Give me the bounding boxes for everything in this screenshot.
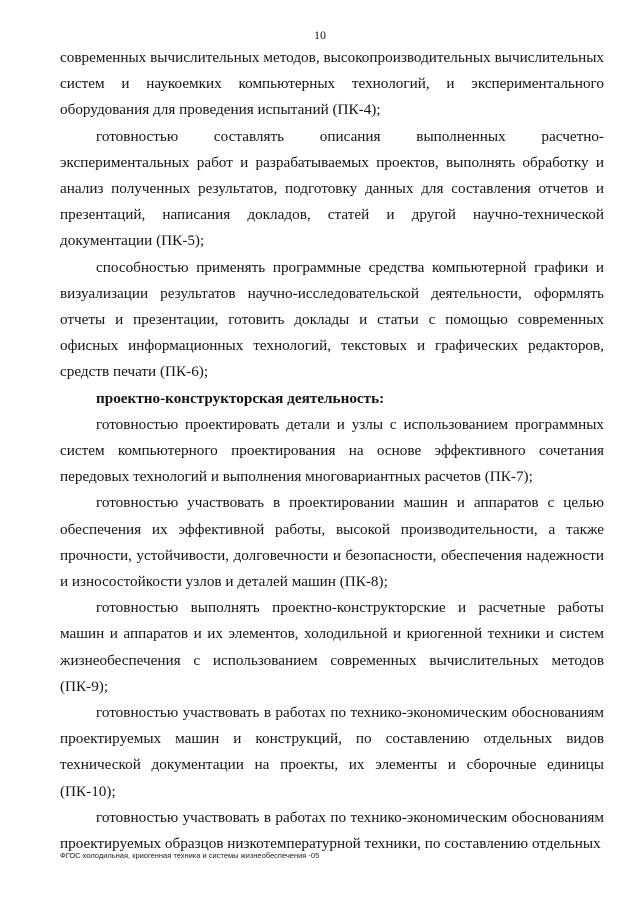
- paragraph-continuation: современных вычислительных методов, высокопроизводительных вычислительных систем и наукоемких компьютерных технологий, и экспериментального оборудования для проведения испытаний (ПК-4);: [60, 49, 604, 119]
- document-body: [60, 45, 604, 857]
- page-number: 10: [314, 28, 326, 42]
- paragraph-pk-6: способностью применять программные средства компьютерной графики и визуализации результатов научно-исследовательской деятельности, оформлять отчеты и презентации, готовить доклады и статьи с помощью современных офисных информационных технологий, текстовых и графических редакторов, средств печати (ПК-6);: [60, 258, 604, 381]
- paragraph-pk-7: готовностью проектировать детали и узлы с использованием программных систем компьютерного проектирования на основе эффективного сочетания передовых технологий и выполнения многовариантных расчетов (ПК-7);: [60, 415, 604, 486]
- paragraph-pk-8: готовностью участвовать в проектировании машин и аппаратов с целью обеспечения их эффективной работы, высокой производительности, а также прочности, устойчивости, долговечности и безопасности, обеспечения надежности и износостойкости узлов и деталей машин (ПК-8);: [60, 494, 604, 591]
- paragraph-pk-5: готовностью составлять описания выполненных расчетно-экспериментальных работ и разрабатываемых проектов, выполнять обработку и анализ полученных результатов, подготовку данных для составления отчетов и презентаций, написания докладов, статей и другой научно-технической документации (ПК-5);: [60, 127, 604, 250]
- section-heading: проектно-конструкторская деятельность:: [96, 389, 385, 407]
- paragraph-last: готовностью участвовать в работах по технико-экономическим обоснованиям проектируемых образцов низкотемпературной техники, по составлению отдельных: [60, 808, 604, 853]
- page-footer: ФГОС холодильная, криогенная техника и системы жизнеобеспечения -05: [60, 851, 320, 860]
- paragraph-pk-10: готовностью участвовать в работах по технико-экономическим обоснованиям проектируемых машин и конструкций, по составлению отдельных видов технической документации на проекты, их элементы и сборочные единицы (ПК-10);: [60, 704, 604, 800]
- paragraph-pk-9: готовностью выполнять проектно-конструкторские и расчетные работы машин и аппаратов и их элементов, холодильной и криогенной техники и систем жизнеобеспечения с использованием современных вычислительных методов (ПК-9);: [60, 599, 604, 695]
